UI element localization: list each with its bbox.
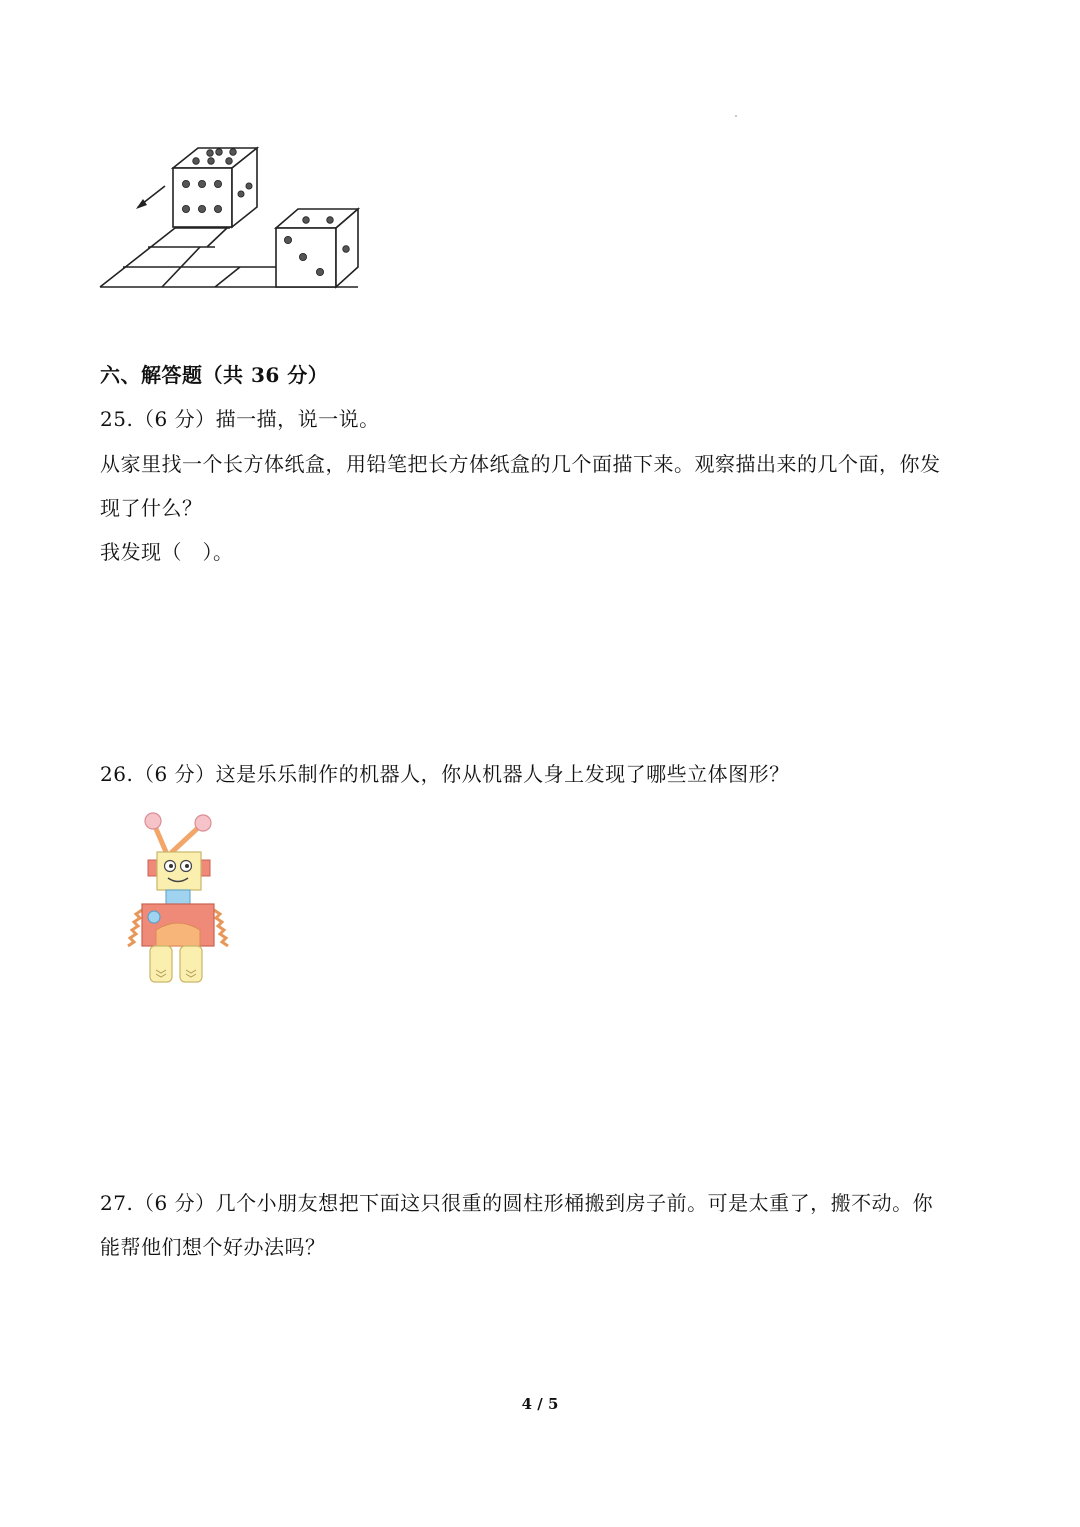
question-number: 25. [100,407,134,431]
question-line: （6 分）这是乐乐制作的机器人，你从机器人身上发现了哪些立体图形？ [134,762,790,786]
answer-blank-line: 我发现（ ）。 [100,540,234,564]
question-line: 从家里找一个长方体纸盒，用铅笔把长方体纸盒的几个面描下来。观察描出来的几个面，你发 [100,452,941,476]
question-line: 能帮他们想个好办法吗？ [100,1235,326,1259]
question-line: 现了什么？ [100,496,203,520]
robot-illustration [104,808,254,988]
question-line: （6 分）描一描，说一说。 [134,407,380,431]
dice-rolling-figure [0,0,1080,320]
section-heading: 六、解答题（共 36 分） [100,363,329,387]
question-number: 26. [100,762,134,786]
question-line: （6 分）几个小朋友想把下面这只很重的圆柱形桶搬到房子前。可是太重了，搬不动。你 [134,1191,934,1215]
page-number: 4 / 5 [521,1395,559,1413]
question-number: 27. [100,1191,134,1215]
